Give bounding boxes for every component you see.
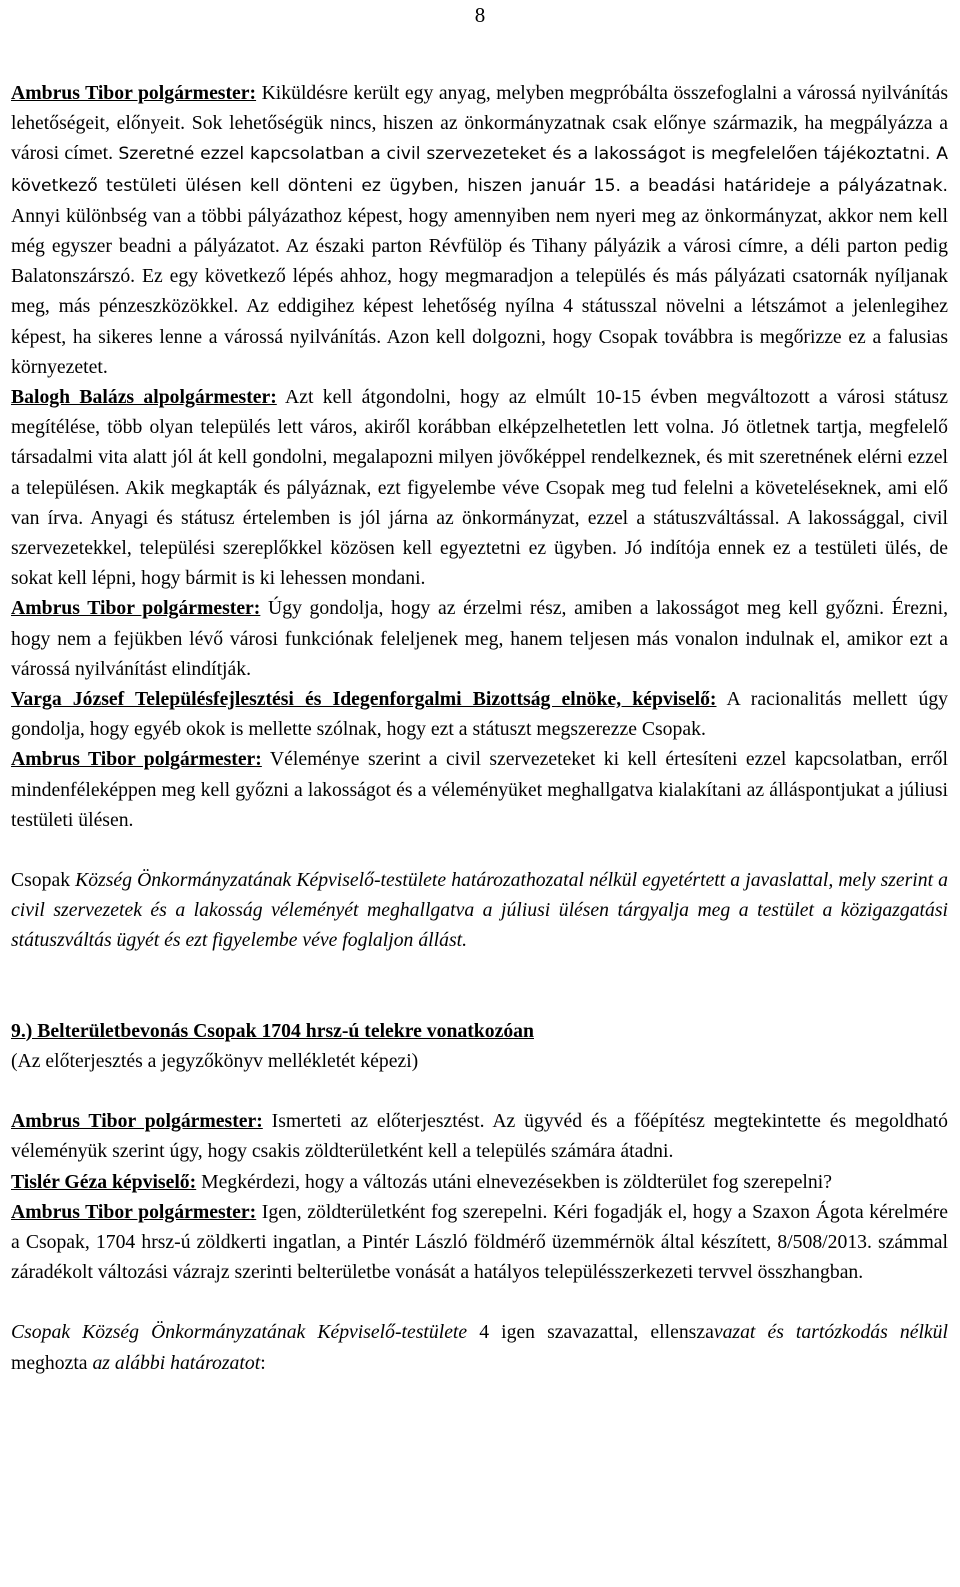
resolution-text: Csopak Község Önkormányzatának Képviselő-testülete [11,1321,468,1344]
paragraph-text: (Az előterjesztés a jegyzőkönyv mellékletét képezi) [11,1049,419,1072]
paragraph-p10 [11,1167,948,1197]
resolution-text: Község Önkormányzatának Képviselő-testülete határozathozatal nélkül egyetértett a javaslattal, mely szerint a civil szervezetek és a lakosság véleményét meghallgatva a júliusi ülésen tárgyalja meg a testület a közigazgatási státuszváltás ügyét és ezt figyelembe véve foglaljon állást. [11,869,948,952]
paragraph-p5 [11,744,948,835]
paragraph-text: Szeretné ezzel kapcsolatban a civil szervezeteket és a lakosságot is megfelelően tájékoztatni. A következő testületi ülésen kell dönteni ez ügyben, hiszen január 15. a beadási határideje a pályázatnak. [11,144,949,196]
paragraph-p9 [11,1106,948,1166]
paragraph-text: Ismerteti az előterjesztést. Az ügyvéd és a főépítész megtekintette és megoldható véleményük szerint úgy, hogy csakis zöldterületként kell a település számára átadni. [11,1110,948,1163]
speaker-label: Ambrus Tibor polgármester: [11,82,257,104]
speaker-label: Ambrus Tibor polgármester: [11,748,262,771]
speaker-label: Balogh Balázs alpolgármester: [11,386,277,409]
paragraph-text: A racionalitás mellett úgy gondolja, hogy egyéb okok is mellette szólnak, hogy ezt a státuszt megszerezze Csopak. [11,688,949,741]
paragraph-text: Véleménye szerint a civil szervezeteket ki kell értesíteni ezzel kapcsolatban, erről mindenféleképpen meg kell győzni a lakosságot és a véleményüket meghallgatva kialakítani az álláspontjukat a júliusi testületi ülésen. [11,748,949,831]
speaker-label: Ambrus Tibor polgármester: [11,1200,257,1223]
paragraph-p12 [11,1317,948,1377]
paragraph-p8 [11,1046,948,1076]
speaker-label: Ambrus Tibor polgármester: [11,597,261,620]
speaker-label: Tislér Géza képviselő: [11,1170,197,1193]
paragraph-text: meghozta [11,1351,93,1374]
paragraph-p11 [11,1197,948,1288]
page-number: 8 [474,3,486,27]
paragraph-p7 [11,1016,948,1046]
paragraph-text: Megkérdezi, hogy a változás utáni elnevezésekben is zöldterület fog szerepelni? [196,1170,832,1193]
paragraph-p1 [11,78,948,382]
speaker-label: Ambrus Tibor polgármester: [11,1110,263,1133]
resolution-text: vazat és tartózkodás nélkül [713,1321,948,1344]
paragraph-p3 [11,593,948,684]
paragraph-p4 [11,684,948,744]
paragraph-text: Azt kell átgondolni, hogy az elmúlt 10-15 évben megváltozott a városi státusz megítélése, több olyan település lett város, akiről korábban elképzelhetetlen lett volna. Jó ötletnek tartja, megfelelő társadalmi vita alatt jól át kell gondolni, megalapozni milyen jövőképpel rendelkeznek, és mit szeretnének elérni ezzel a településen. Akik megkapták és pályáznak, ezt figyelembe véve Csopak meg tud felelni a követeléseknek, ami elő van írva. Anyagi és státusz értelemben is jól járna az önkormányzat, ezzel a státuszváltással. A lakossággal, civil szervezetekkel, települési szereplőkkel közösen kell egyeztetni ez ügyben. Jó indítója ennek ez a testületi ülés, de sokat kell lépni, hogy bármit is ki lehessen mondani. [11,386,948,590]
paragraph-text: Úgy gondolja, hogy az érzelmi rész, amiben a lakosságot meg kell győzni. Érezni, hogy nem a fejükben lévő városi funkciónak feleljenek meg, hanem teljesen más vonalon indulnak el, amikor ezt a várossá nyilvánítást elindítják. [11,597,949,680]
section-heading: 9.) Belterületbevonás Csopak 1704 hrsz-ú telekre vonatkozóan [11,1019,534,1042]
paragraph-p6 [11,865,948,956]
paragraph-text: 4 igen szavazattal, ellensza [467,1321,714,1344]
document-body [11,78,948,1378]
paragraph-p2 [11,382,948,593]
speaker-label: Varga József Településfejlesztési és Idegenforgalmi Bizottság elnöke, képviselő: [11,688,717,711]
paragraph-text: Csopak [11,869,71,892]
paragraph-text: : [260,1351,266,1374]
paragraph-text: Igen, zöldterületként fog szerepelni. Kéri fogadják el, hogy a Szaxon Ágota kérelmére a Csopak, 1704 hrsz-ú zöldkerti ingatlan, a Pintér László földmérő üzemmérnök által készített, 8/508/2013. számmal záradékolt változási vázrajz szerinti belterületbe vonását a hatályos településszerkezeti tervvel összhangban. [11,1200,948,1284]
resolution-text: az alábbi határozatot [92,1351,261,1374]
paragraph-text: Annyi különbség van a többi pályázathoz képest, hogy amennyiben nem nyeri meg az önkormányzat, akkor nem kell még egyszer beadni a pályázatot. Az északi parton Révfülöp és Tihany pályázik a városi címre, a déli parton pedig Balatonszárszó. Ez egy következő lépés ahhoz, hogy megmaradjon a település és más pályázati csatornák nyíljanak meg, más pénzeszközökkel. Az eddigihez képest lehetőség nyílna 4 státusszal növelni a létszámot a jelenlegihez képest, ha sikeres lenne a várossá nyilvánítás. Azon kell dolgozni, hogy Csopak továbbra is megőrizze ez a falusias környezetet. [11,204,948,378]
paragraph-text: Kiküldésre került egy anyag, melyben megpróbálta összefoglalni a várossá nyilvánítás lehetőségeit, előnyeit. Sok lehetőségük nincs, hiszen az önkormányzatnak csak előnye származik, ha megpályázza a városi címet. [11,82,949,165]
